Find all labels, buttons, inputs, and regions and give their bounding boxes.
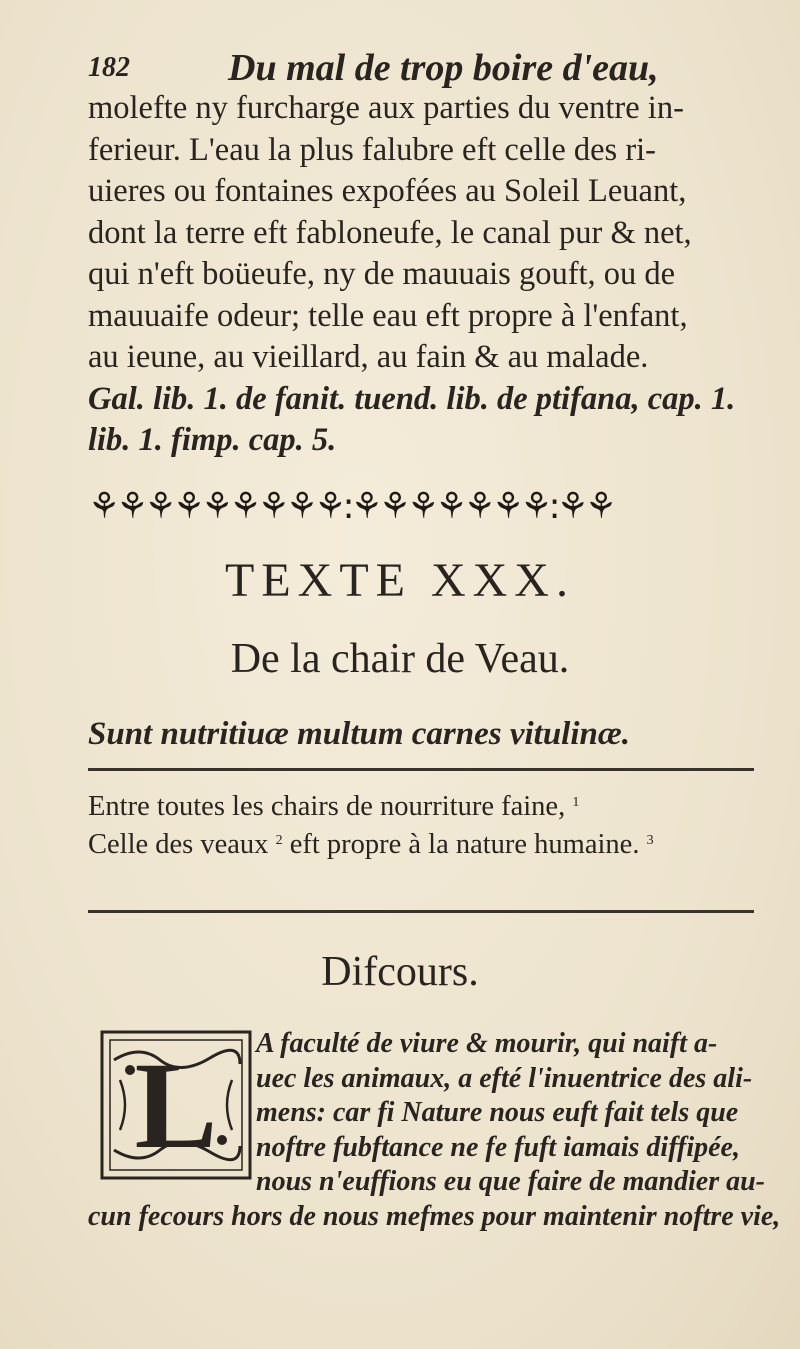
initial-letter: L (134, 1037, 218, 1174)
discourse-line: noftre fubftance ne fe fuft iamais diffipée, (256, 1131, 740, 1163)
discourse-line: uec les animaux, a efté l'inuentrice des ali- (256, 1062, 753, 1094)
page-number: 182 (88, 52, 130, 83)
footnote-marker: 1 (572, 795, 580, 810)
paragraph-line: mauuaife odeur; telle eau eft propre à l'enfant, (88, 297, 688, 334)
paragraph-line: uieres ou fontaines expofées au Soleil Leuant, (88, 173, 687, 209)
discourse-line: nous n'euffions eu que faire de mandier au- (256, 1166, 765, 1197)
discourse-line: mens: car fi Nature nous euft fait tels que (256, 1097, 739, 1128)
source-reference: Gal. lib. 1. de fanit. tuend. lib. de ptifana, cap. 1. (88, 380, 736, 417)
source-reference: lib. 1. fimp. cap. 5. (88, 422, 337, 458)
french-verse (88, 786, 758, 862)
paragraph-line: qui n'eft boüeufe, ny de mauuais gouft, ou de (88, 256, 676, 292)
body-paragraph (88, 88, 758, 462)
verse-line: Entre toutes les chairs de nourriture faine, $^1$ (88, 791, 580, 822)
footnote-marker: 3 (646, 833, 654, 848)
paragraph-line: ferieur. L'eau la plus falubre eft celle des ri- (88, 131, 657, 168)
divider-rule (88, 910, 754, 913)
discourse-line: cun fecours hors de nous mefmes pour maintenir noftre vie, (88, 1200, 781, 1232)
running-head: Du mal de trop boire d'eau, (228, 47, 659, 89)
paragraph-line: au ieune, au vieillard, au fain & au malade. (88, 339, 649, 375)
verse-line: Celle des veaux $^2$ eft propre à la nature humaine. $^3$ (88, 829, 654, 860)
footnote-marker: 2 (275, 833, 283, 848)
paragraph-line: dont la terre eft fabloneufe, le canal pur & net, (88, 214, 692, 251)
paragraph-line: molefte ny furcharge aux parties du ventre in- (88, 90, 684, 126)
discourse-heading: Difcours. (321, 949, 479, 995)
divider-rule (88, 768, 754, 771)
fleuron-ornament-band: ⚘⚘⚘⚘⚘⚘⚘⚘⚘:⚘⚘⚘⚘⚘⚘⚘:⚘⚘ (88, 486, 614, 527)
section-heading: TEXTE XXX. (225, 554, 575, 607)
section-subtitle: De la chair de Veau. (230, 636, 570, 682)
discourse-line: A faculté de viure & mourir, qui naift a- (256, 1028, 718, 1059)
page-header (88, 42, 728, 92)
latin-quote: Sunt nutritiuæ multum carnes vitulinæ. (88, 716, 630, 752)
discourse-paragraph (88, 1027, 781, 1234)
